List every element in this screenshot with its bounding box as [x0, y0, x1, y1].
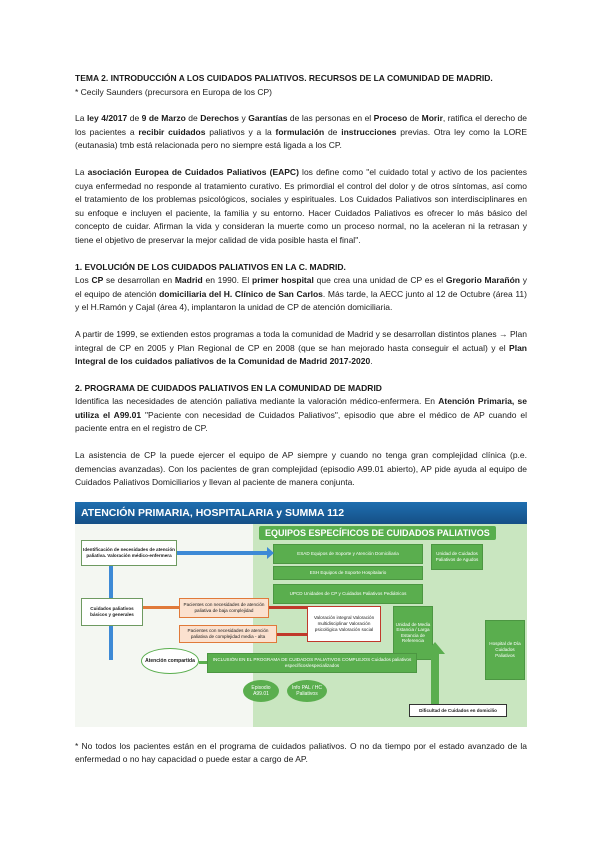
arrow-identificacion-equipos — [177, 551, 269, 555]
paragraph-evolucion: Los CP se desarrollan en Madrid en 1990. El primer hospital que crea una unidad de CP es el Gregorio Marañón y el equipo de atención domiciliaria del H. Clínico de San Carlos. Más tarde, la AECC junto al 12 de Octubre (área 11) y el H.Ramón y Cajal (área 4), implantaron la unidad de CP de atención domiciliaria. — [75, 275, 527, 313]
identificacion-box: Identificación de necesidades de atención paliativa. Valoración médico-enfermera — [81, 540, 177, 566]
arrow-compartida-inclusion — [199, 661, 207, 664]
diagram-banner: ATENCIÓN PRIMARIA, HOSPITALARIA y SUMMA 112 — [75, 502, 527, 524]
hospital-dia-box: Hospital de Día Cuidados Paliativos — [485, 620, 525, 680]
valoracion-integral-box: Valoración integral Valoración multidisciplinar Valoración psicológica Valoración social — [307, 606, 381, 642]
arrow-basicos-baja — [143, 606, 179, 609]
atencion-compartida-ellipse: Atención compartida — [141, 648, 199, 674]
arrow-dificultad-up — [431, 654, 439, 704]
dificultad-domicilio-box: Dificultad de Cuidados en domicilio — [409, 704, 507, 717]
paragraph-eapc: La asociación Europea de Cuidados Paliativos (EAPC) los define como "el cuidado total y activo de los pacientes cuya enfermedad no responde al tratamiento curativo. Es primordial el control del dolor y de otros síntomas, así como el tratamiento de los problemas psicológicos, sociales y espirituales. Los Cuidados Paliativos son interdisciplinares en su enfoque e incluyen el paciente, la familia y su entorno. Hacer Cuidados Paliativos es ofrecer lo más básico del concepto de cuidar. Afirman la vida y consideran la muerte como un proceso normal, no la aceleran ni la retrasan y tiene el objetivo de preservar la mejor calidad de vida posible hasta el final". — [75, 166, 527, 245]
cuidados-basicos-box: Cuidados paliativos básicos y generales — [81, 598, 143, 626]
paragraph-ley: La ley 4/2017 de 9 de Marzo de Derechos y Garantías de las personas en el Proceso de Morir, ratifica el derecho de los pacientes a recibir cuidados paliativos y a la formulación de instrucciones previas. Otra ley como la LORE (eutanasia) tmb está relacionada pero no siempre está ligada a los CP. — [75, 113, 527, 151]
arrow-media-valoracion — [277, 633, 307, 636]
arrow-basicos-compartida — [109, 626, 113, 660]
upcd-box: UPCD Unidades de CP y Cuidados Paliativos Pediátricos — [273, 584, 423, 604]
paragraph-planes: A partir de 1999, se extienden estos programas a toda la comunidad de Madrid y se desarrollan distintos planes → Plan integral de CP en 2005 y Plan Regional de CP en 2008 (que se han mejorado hasta conseguir el actual) y el Plan Integral de los cuidados paliativos de la Comunidad de Madrid 2017-2020. — [75, 328, 527, 367]
esad-box: ESAD Equipos de Soporte y Atención Domiciliaria — [273, 544, 423, 564]
esh-box: ESH Equipos de Soporte Hospitalario — [273, 566, 423, 580]
arrowhead-equipos — [267, 547, 274, 559]
section-2-heading: 2. PROGRAMA DE CUIDADOS PALIATIVOS EN LA COMUNIDAD DE MADRID — [75, 382, 382, 393]
inclusion-programa-box: INCLUSIÓN EN EL PROGRAMA DE CUIDADOS PALIATIVOS COMPLEJOS Cuidados paliativos específicos/especializados — [207, 653, 417, 673]
section-1-heading: 1. EVOLUCIÓN DE LOS CUIDADOS PALIATIVOS EN LA C. MADRID. — [75, 261, 346, 272]
paragraph-programa: Identifica las necesidades de atención paliativa mediante la valoración médico-enfermera. En Atención Primaria, se utiliza el A99.01 "Paciente con necesidad de Cuidados Paliativos", episodio que abre el médico de AP cuando el paciente entra en el registro de CP. — [75, 396, 527, 434]
arrow-identificacion-basicos — [109, 566, 113, 598]
media-complejidad-box: Pacientes con necesidades de atención paliativa de complejidad media - alta — [179, 625, 277, 643]
baja-complejidad-box: Pacientes con necesidades de atención paliativa de baja complejidad — [179, 598, 269, 618]
info-pal-ellipse: Info PAL / HC Paliativos — [287, 680, 327, 702]
unidad-media-box: Unidad de Media Estancia / Larga Estancia de Referencia — [393, 606, 433, 660]
episodio-ellipse: Episodio A99.01 — [243, 680, 279, 702]
footnote: * No todos los pacientes están en el programa de cuidados paliativos. O no da tiempo por el estado avanzado de la enfermedad o no hay capacidad o puede estar a cargo de AP. — [75, 740, 527, 765]
document-title: TEMA 2. INTRODUCCIÓN A LOS CUIDADOS PALIATIVOS. RECURSOS DE LA COMUNIDAD DE MADRID. — [75, 73, 493, 83]
arrow-baja-valoracion — [269, 606, 307, 609]
equipos-group-title: EQUIPOS ESPECÍFICOS DE CUIDADOS PALIATIVOS — [259, 526, 496, 540]
unidad-agudos-box: Unidad de Cuidados Paliativos de Agudos — [431, 544, 483, 570]
paragraph-asistencia: La asistencia de CP la puede ejercer el equipo de AP siempre y cuando no tenga gran complejidad clínica (p.e. demencias avanzadas). Con los pacientes de gran complejidad (episodio A99.01 abierto), AP pide ayuda al equipo de Cuidados Paliativos Domiciliarios y llevan al paciente de manera conjunta. — [75, 450, 527, 488]
subtitle-note: * Cecily Saunders (precursora en Europa de los CP) — [75, 86, 273, 97]
arrowhead-up-inclusion — [425, 642, 445, 654]
document-page — [75, 72, 527, 767]
programa-diagram — [75, 502, 527, 727]
